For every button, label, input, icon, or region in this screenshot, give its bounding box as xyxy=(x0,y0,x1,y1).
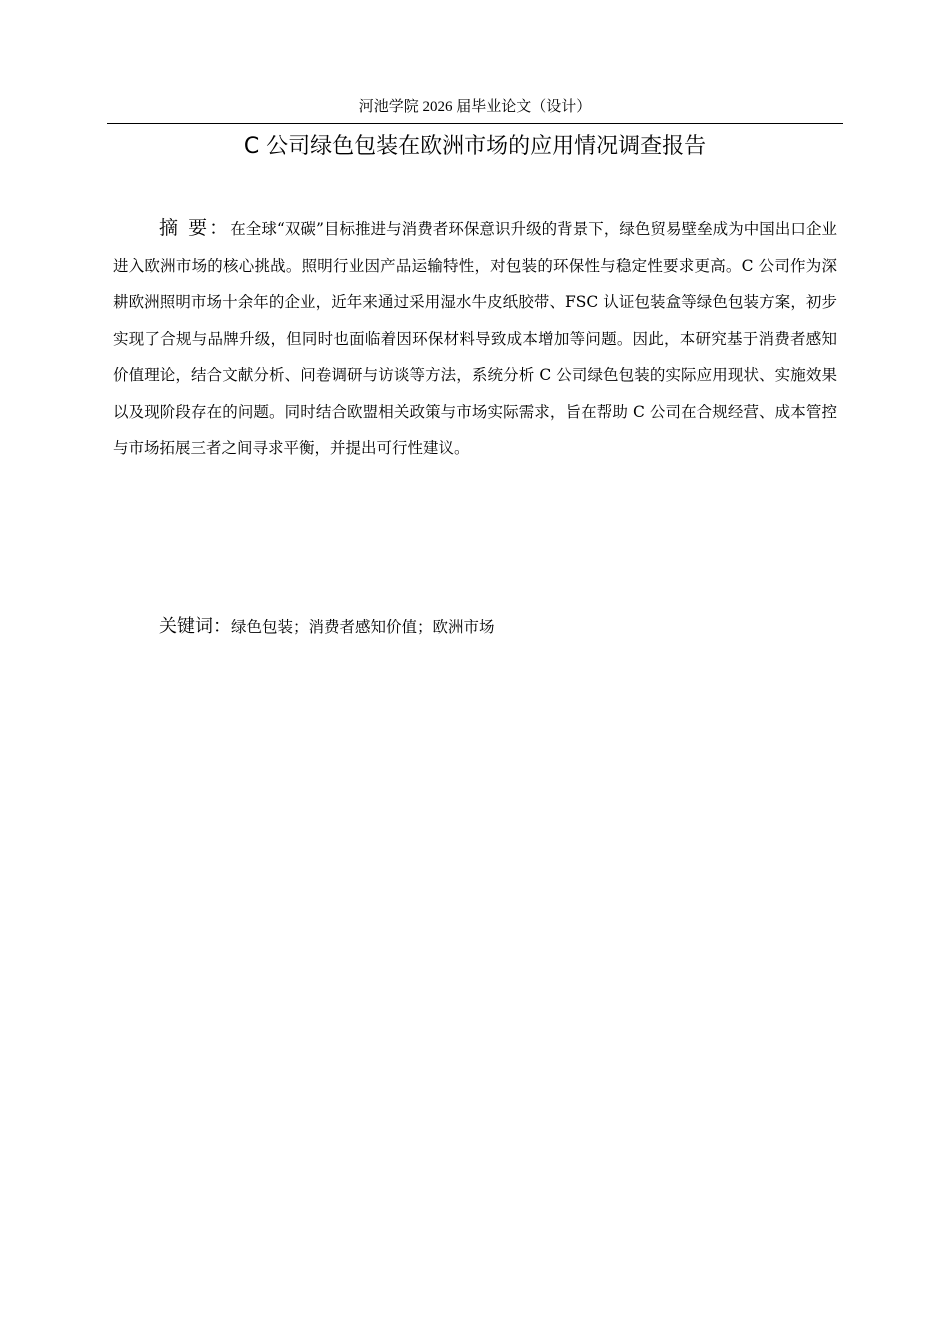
abstract-label: 摘 要： xyxy=(159,217,231,239)
keywords-label: 关键词： xyxy=(159,616,231,637)
document-title: C 公司绿色包装在欧洲市场的应用情况调查报告 xyxy=(243,134,707,159)
abstract-paragraph xyxy=(113,210,837,467)
keywords-line xyxy=(159,609,495,645)
keywords-text: 绿色包装；消费者感知价值；欧洲市场 xyxy=(231,618,495,636)
running-header: 河池学院 2026 届毕业论文（设计） xyxy=(358,99,592,115)
header-divider xyxy=(107,123,843,124)
abstract-body: 在全球“双碳”目标推进与消费者环保意识升级的背景下，绿色贸易壁垒成为中国出口企业进入欧洲市场的核心挑战。照明行业因产品运输特性，对包装的环保性与稳定性要求更高。C 公司作为深耕欧洲照明市场十余年的企业，近年来通过采用湿水牛皮纸胶带、FSC 认证包装盒等绿色包装方案，初步实现了合规与品牌升级，但同时也面临着因环保材料导致成本增加等问题。因此，本研究基于消费者感知价值理论，结合文献分析、问卷调研与访谈等方法，系统分析 C 公司绿色包装的实际应用现状、实施效果以及现阶段存在的问题。同时结合欧盟相关政策与市场实际需求，旨在帮助 C 公司在合规经营、成本管控与市场拓展三者之间寻求平衡，并提出可行性建议。 xyxy=(113,220,838,457)
